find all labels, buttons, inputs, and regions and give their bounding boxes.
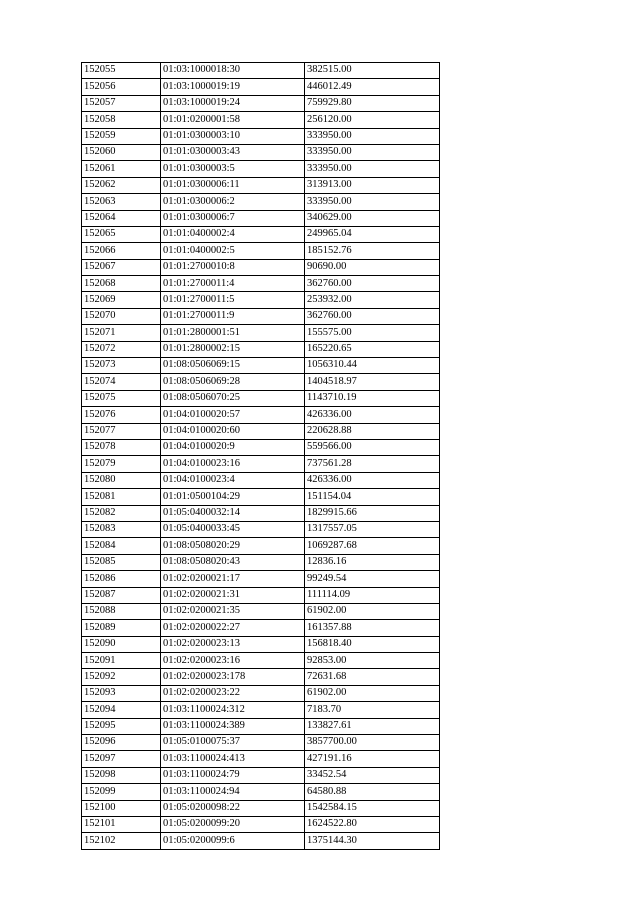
amount-cell: 165220.65 [305,341,440,357]
cadastral-number-cell: 01:05:0200099:6 [161,833,305,849]
data-table [81,62,440,850]
cadastral-number-cell: 01:08:0506069:28 [161,374,305,390]
record-id-cell: 152094 [82,702,161,718]
amount-cell: 1143710.19 [305,390,440,406]
amount-cell: 382515.00 [305,63,440,79]
table-row [82,341,440,357]
amount-cell: 161357.88 [305,620,440,636]
amount-cell: 362760.00 [305,276,440,292]
amount-cell: 759929.80 [305,95,440,111]
cadastral-number-cell: 01:02:0200022:27 [161,620,305,636]
table-row [82,325,440,341]
table-row [82,521,440,537]
table-row [82,128,440,144]
amount-cell: 333950.00 [305,194,440,210]
table-row [82,587,440,603]
cadastral-number-cell: 01:01:0300006:11 [161,177,305,193]
record-id-cell: 152066 [82,243,161,259]
record-id-cell: 152097 [82,751,161,767]
amount-cell: 1829915.66 [305,505,440,521]
cadastral-number-cell: 01:05:0400032:14 [161,505,305,521]
amount-cell: 3857700.00 [305,735,440,751]
record-id-cell: 152065 [82,226,161,242]
table-row [82,95,440,111]
record-id-cell: 152080 [82,472,161,488]
record-id-cell: 152092 [82,669,161,685]
record-id-cell: 152056 [82,79,161,95]
record-id-cell: 152069 [82,292,161,308]
amount-cell: 446012.49 [305,79,440,95]
amount-cell: 99249.54 [305,571,440,587]
amount-cell: 1056310.44 [305,358,440,374]
cadastral-number-cell: 01:03:1100024:94 [161,784,305,800]
record-id-cell: 152088 [82,603,161,619]
table-row [82,833,440,849]
record-id-cell: 152084 [82,538,161,554]
table-body [82,63,440,850]
record-id-cell: 152076 [82,407,161,423]
amount-cell: 362760.00 [305,308,440,324]
cadastral-number-cell: 01:02:0200023:22 [161,685,305,701]
record-id-cell: 152082 [82,505,161,521]
table-row [82,685,440,701]
cadastral-number-cell: 01:01:2700011:4 [161,276,305,292]
table-row [82,161,440,177]
record-id-cell: 152091 [82,653,161,669]
amount-cell: 426336.00 [305,407,440,423]
table-row [82,177,440,193]
amount-cell: 256120.00 [305,112,440,128]
cadastral-number-cell: 01:01:2700010:8 [161,259,305,275]
amount-cell: 249965.04 [305,226,440,242]
record-id-cell: 152089 [82,620,161,636]
amount-cell: 133827.61 [305,718,440,734]
cadastral-number-cell: 01:04:0100020:57 [161,407,305,423]
record-id-cell: 152072 [82,341,161,357]
cadastral-number-cell: 01:03:1100024:389 [161,718,305,734]
cadastral-number-cell: 01:04:0100020:9 [161,439,305,455]
amount-cell: 12836.16 [305,554,440,570]
record-id-cell: 152071 [82,325,161,341]
table-row [82,505,440,521]
amount-cell: 333950.00 [305,128,440,144]
amount-cell: 1317557.05 [305,521,440,537]
amount-cell: 1404518.97 [305,374,440,390]
record-id-cell: 152078 [82,439,161,455]
table-row [82,767,440,783]
record-id-cell: 152096 [82,735,161,751]
cadastral-number-cell: 01:02:0200021:35 [161,603,305,619]
amount-cell: 737561.28 [305,456,440,472]
cadastral-number-cell: 01:05:0200098:22 [161,800,305,816]
table-row [82,226,440,242]
amount-cell: 427191.16 [305,751,440,767]
table-row [82,292,440,308]
record-id-cell: 152067 [82,259,161,275]
table-row [82,79,440,95]
table-row [82,751,440,767]
cadastral-number-cell: 01:05:0200099:20 [161,816,305,832]
table-row [82,571,440,587]
amount-cell: 92853.00 [305,653,440,669]
table-row [82,308,440,324]
cadastral-number-cell: 01:08:0506070:25 [161,390,305,406]
record-id-cell: 152086 [82,571,161,587]
amount-cell: 155575.00 [305,325,440,341]
record-id-cell: 152095 [82,718,161,734]
cadastral-number-cell: 01:08:0508020:29 [161,538,305,554]
cadastral-number-cell: 01:01:2800002:15 [161,341,305,357]
cadastral-number-cell: 01:02:0200021:17 [161,571,305,587]
record-id-cell: 152077 [82,423,161,439]
cadastral-number-cell: 01:02:0200023:16 [161,653,305,669]
table-row [82,816,440,832]
table-row [82,112,440,128]
cadastral-number-cell: 01:03:1100024:79 [161,767,305,783]
record-id-cell: 152068 [82,276,161,292]
table-row [82,620,440,636]
cadastral-number-cell: 01:08:0506069:15 [161,358,305,374]
record-id-cell: 152093 [82,685,161,701]
cadastral-number-cell: 01:04:0100023:4 [161,472,305,488]
table-row [82,784,440,800]
table-row [82,144,440,160]
record-id-cell: 152099 [82,784,161,800]
record-id-cell: 152062 [82,177,161,193]
cadastral-number-cell: 01:03:1000019:19 [161,79,305,95]
cadastral-number-cell: 01:05:0400033:45 [161,521,305,537]
amount-cell: 220628.88 [305,423,440,439]
amount-cell: 61902.00 [305,685,440,701]
record-id-cell: 152081 [82,489,161,505]
amount-cell: 1542584.15 [305,800,440,816]
cadastral-number-cell: 01:03:1100024:312 [161,702,305,718]
table-row [82,735,440,751]
record-id-cell: 152085 [82,554,161,570]
cadastral-number-cell: 01:03:1000019:24 [161,95,305,111]
cadastral-number-cell: 01:01:0400002:5 [161,243,305,259]
table-row [82,63,440,79]
amount-cell: 7183.70 [305,702,440,718]
record-id-cell: 152064 [82,210,161,226]
record-id-cell: 152055 [82,63,161,79]
record-id-cell: 152087 [82,587,161,603]
table-row [82,603,440,619]
amount-cell: 64580.88 [305,784,440,800]
record-id-cell: 152061 [82,161,161,177]
table-row [82,702,440,718]
cadastral-number-cell: 01:05:0100075:37 [161,735,305,751]
table-row [82,636,440,652]
amount-cell: 1624522.80 [305,816,440,832]
record-id-cell: 152083 [82,521,161,537]
cadastral-number-cell: 01:01:0300003:43 [161,144,305,160]
table-row [82,472,440,488]
record-id-cell: 152090 [82,636,161,652]
cadastral-number-cell: 01:01:2700011:9 [161,308,305,324]
record-id-cell: 152057 [82,95,161,111]
table-row [82,538,440,554]
table-row [82,276,440,292]
cadastral-number-cell: 01:08:0508020:43 [161,554,305,570]
cadastral-number-cell: 01:01:0400002:4 [161,226,305,242]
record-id-cell: 152063 [82,194,161,210]
cadastral-number-cell: 01:01:2700011:5 [161,292,305,308]
table-row [82,423,440,439]
table-row [82,554,440,570]
record-id-cell: 152074 [82,374,161,390]
amount-cell: 185152.76 [305,243,440,259]
cadastral-number-cell: 01:02:0200023:13 [161,636,305,652]
table-row [82,358,440,374]
record-id-cell: 152058 [82,112,161,128]
record-id-cell: 152059 [82,128,161,144]
cadastral-number-cell: 01:01:0200001:58 [161,112,305,128]
table-row [82,259,440,275]
amount-cell: 111114.09 [305,587,440,603]
cadastral-number-cell: 01:01:0300003:5 [161,161,305,177]
table-row [82,800,440,816]
cadastral-number-cell: 01:01:0300006:7 [161,210,305,226]
record-id-cell: 152101 [82,816,161,832]
cadastral-number-cell: 01:01:0300003:10 [161,128,305,144]
record-id-cell: 152098 [82,767,161,783]
cadastral-number-cell: 01:01:0300006:2 [161,194,305,210]
table-row [82,390,440,406]
table-row [82,374,440,390]
amount-cell: 1069287.68 [305,538,440,554]
amount-cell: 33452.54 [305,767,440,783]
amount-cell: 333950.00 [305,161,440,177]
record-id-cell: 152100 [82,800,161,816]
amount-cell: 559566.00 [305,439,440,455]
amount-cell: 156818.40 [305,636,440,652]
table-row [82,489,440,505]
amount-cell: 1375144.30 [305,833,440,849]
amount-cell: 426336.00 [305,472,440,488]
amount-cell: 72631.68 [305,669,440,685]
table-row [82,439,440,455]
table-row [82,243,440,259]
amount-cell: 90690.00 [305,259,440,275]
cadastral-number-cell: 01:04:0100020:60 [161,423,305,439]
record-id-cell: 152073 [82,358,161,374]
table-row [82,194,440,210]
table-row [82,210,440,226]
record-id-cell: 152079 [82,456,161,472]
cadastral-number-cell: 01:02:0200023:178 [161,669,305,685]
cadastral-number-cell: 01:03:1100024:413 [161,751,305,767]
table-row [82,456,440,472]
amount-cell: 151154.04 [305,489,440,505]
record-id-cell: 152070 [82,308,161,324]
table-row [82,718,440,734]
table-row [82,653,440,669]
cadastral-number-cell: 01:03:1000018:30 [161,63,305,79]
amount-cell: 340629.00 [305,210,440,226]
amount-cell: 253932.00 [305,292,440,308]
cadastral-number-cell: 01:01:2800001:51 [161,325,305,341]
table-row [82,669,440,685]
record-id-cell: 152075 [82,390,161,406]
cadastral-number-cell: 01:02:0200021:31 [161,587,305,603]
cadastral-number-cell: 01:04:0100023:16 [161,456,305,472]
amount-cell: 61902.00 [305,603,440,619]
record-id-cell: 152060 [82,144,161,160]
amount-cell: 333950.00 [305,144,440,160]
amount-cell: 313913.00 [305,177,440,193]
table-row [82,407,440,423]
record-id-cell: 152102 [82,833,161,849]
cadastral-number-cell: 01:01:0500104:29 [161,489,305,505]
